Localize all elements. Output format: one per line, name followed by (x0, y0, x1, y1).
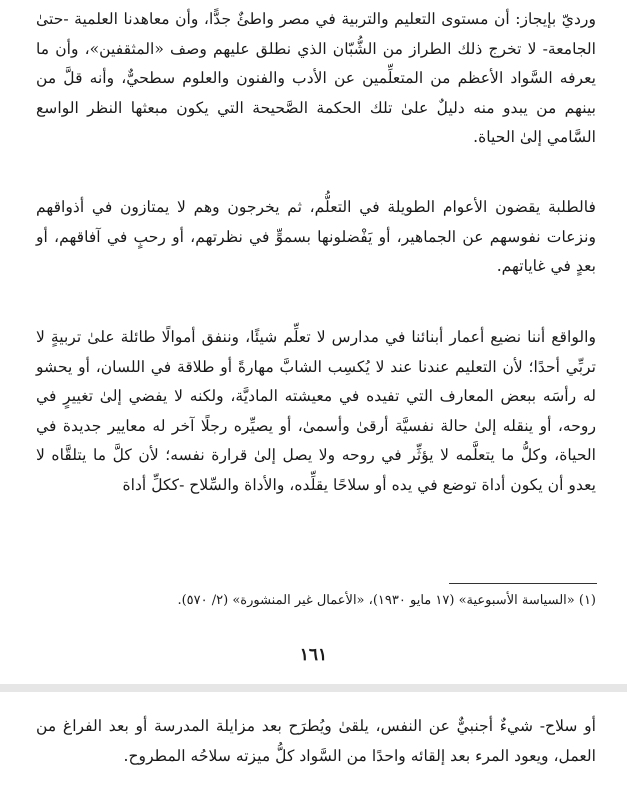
paragraph-2: فالطلبة يقضون الأعوام الطويلة في التعلُّم، ثم يخرجون وهم لا يمتازون في أذواقهم ونزعات نفوسهم عن الجماهير، أو يَفْضلونها بسموٍّ في نظرتهم، أو رحبٍ في آفاقهم، أو بعدٍ في غاياتهم. (36, 198, 596, 275)
paragraph-continued: أو سلاح- شيءٌ أجنبيٌّ عن النفس، يلقىٰ ويُطرَح بعد مزايلة المدرسة أو بعد الفراغ من العمل، ويعود المرء بعد إلقائه واحدًا من السَّواد كلُّ ميزته سلاحُه المطروح. (36, 717, 596, 765)
footnote: (١) «السياسة الأسبوعية» (١٧ مايو ١٩٣٠)، «الأعمال غير المنشورة» (٢/ ٥٧٠). (177, 593, 596, 608)
page-number: ١٦١ (299, 645, 328, 665)
paragraph-3: والواقع أننا نضيع أعمار أبنائنا في مدارس لا تعلِّم شيئًا، وننفق أموالًا طائلة علىٰ تربيةٍ لا تربِّي أحدًا؛ لأن التعليم عندنا عند لا يُكسِب الشابَّ مهارةً أو طلاقة في اللسان، أو يحشو له رأسَه ببعض المعارف التي تفيده في معيشته الماديَّة، ولكنه لا يفضي إلىٰ تغييرٍ في روحه، أو ينقله إلىٰ حالة نفسيَّة أرقىٰ وأسمىٰ، أو يصيِّره رجلًا آخر له معايير جديدة في الحياة، وكلُّ ما يتعلَّمه لا يؤثِّر في روحه ولا يصل إلىٰ قرارة نفسه؛ لأن كلَّ ما يتلقَّاه لا يعدو أن يكون أداة توضع في يده أو سلاحًا يقلِّده، والأداة والسِّلاح -ككلِّ أداة (36, 328, 596, 494)
footnote-divider (449, 583, 597, 584)
paragraph-1: ورديّ بإيجاز: أن مستوى التعليم والتربية في مصر واطئٌ جدًّا، وأن معاهدنا العلمية -حتىٰ الجامعة- لا تخرج ذلك الطراز من الشُّبّان الذي نطلق عليهم وصف «المثقفين»، وأن ما يعرفه السَّواد الأعظم من المتعلِّمين عن الأدب والفنون والعلوم سطحيٌّ، وأنه قلَّ من بينهم من يبدو منه دليلٌ علىٰ تلك الحكمة الصَّحيحة التي يكون مبعثها النظر الواسع السَّامي إلىٰ الحياة. (36, 10, 596, 146)
